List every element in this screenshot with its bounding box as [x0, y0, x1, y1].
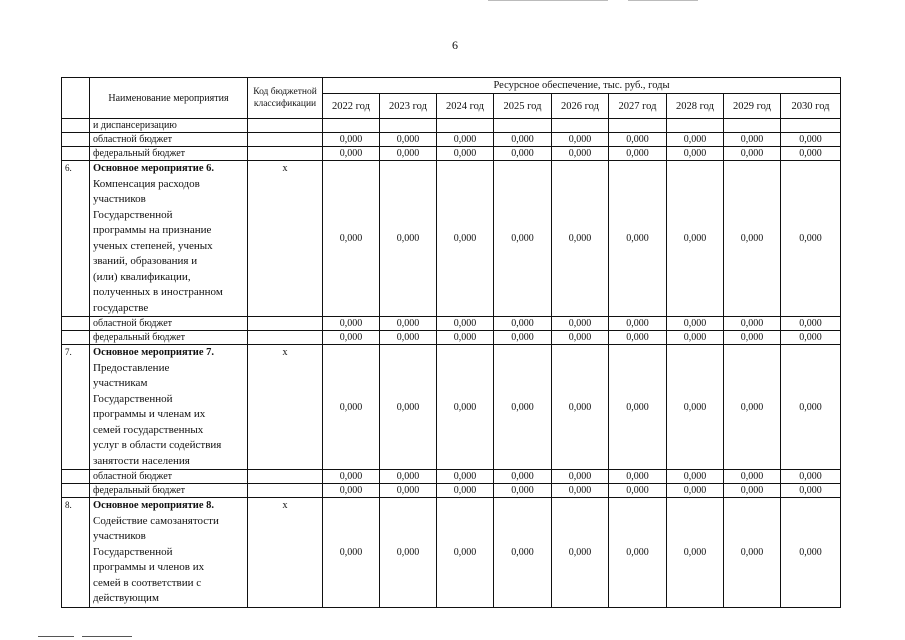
value-cell: 0,000	[380, 317, 437, 331]
index-cell	[62, 119, 90, 133]
code-cell	[248, 484, 323, 498]
value-cell: 0,000	[552, 161, 609, 317]
value-cell: 0,000	[437, 147, 494, 161]
event-row	[62, 161, 841, 317]
value-cell: 0,000	[781, 470, 841, 484]
value-cell	[552, 119, 609, 133]
value-cell: 0,000	[323, 498, 380, 608]
value-cell: 0,000	[552, 345, 609, 470]
value-cell: 0,000	[667, 317, 724, 331]
value-cell: 0,000	[609, 470, 667, 484]
name-header: Наименование мероприятия	[90, 78, 248, 119]
value-cell: 0,000	[494, 331, 552, 345]
budget-label: федеральный бюджет	[90, 147, 248, 161]
value-cell: 0,000	[437, 498, 494, 608]
event-description-line: услуг в области содействия	[93, 439, 222, 451]
value-cell: 0,000	[781, 484, 841, 498]
value-cell: 0,000	[437, 484, 494, 498]
federal-budget-row	[62, 484, 841, 498]
value-cell	[323, 119, 380, 133]
value-cell: 0,000	[380, 161, 437, 317]
index-cell	[62, 331, 90, 345]
value-cell: 0,000	[609, 133, 667, 147]
event-description-line: участников	[93, 193, 146, 205]
event-description-line: программы и членам их	[93, 408, 206, 420]
value-cell: 0,000	[323, 484, 380, 498]
value-cell: 0,000	[667, 147, 724, 161]
value-cell	[380, 119, 437, 133]
event-index: 8.	[62, 498, 90, 608]
value-cell: 0,000	[552, 317, 609, 331]
bottom-edge-mark	[38, 636, 74, 637]
value-cell: 0,000	[323, 331, 380, 345]
value-cell: 0,000	[781, 498, 841, 608]
year-header: 2029 год	[724, 94, 781, 119]
value-cell: 0,000	[380, 345, 437, 470]
value-cell: 0,000	[552, 133, 609, 147]
value-cell: 0,000	[494, 498, 552, 608]
value-cell: 0,000	[667, 470, 724, 484]
value-cell: 0,000	[667, 498, 724, 608]
value-cell: 0,000	[494, 470, 552, 484]
event-description-line: действующим	[93, 592, 159, 604]
event-description-line: участников	[93, 530, 146, 542]
value-cell: 0,000	[724, 484, 781, 498]
year-header: 2028 год	[667, 94, 724, 119]
value-cell: 0,000	[667, 484, 724, 498]
page-number: 6	[452, 38, 458, 52]
event-title: Основное мероприятие 6.	[93, 163, 215, 174]
top-edge-mark	[488, 0, 608, 1]
year-header: 2022 год	[323, 94, 380, 119]
index-cell	[62, 317, 90, 331]
regional-budget-row	[62, 133, 841, 147]
value-cell: 0,000	[781, 147, 841, 161]
value-cell: 0,000	[667, 345, 724, 470]
budget-code: х	[248, 161, 323, 317]
budget-code: х	[248, 345, 323, 470]
event-description-line: ученых степеней, ученых	[93, 239, 213, 252]
event-row	[62, 345, 841, 470]
value-cell: 0,000	[380, 484, 437, 498]
value-cell: 0,000	[494, 147, 552, 161]
event-description-line: (или) квалификации,	[93, 270, 191, 283]
value-cell	[667, 119, 724, 133]
federal-budget-row	[62, 147, 841, 161]
value-cell: 0,000	[609, 498, 667, 608]
value-cell: 0,000	[552, 331, 609, 345]
value-cell: 0,000	[552, 484, 609, 498]
value-cell: 0,000	[380, 147, 437, 161]
event-description-line: Компенсация расходов	[93, 177, 200, 190]
year-header: 2030 год	[781, 94, 841, 119]
resource-table	[61, 77, 841, 608]
value-cell: 0,000	[724, 498, 781, 608]
value-cell: 0,000	[494, 317, 552, 331]
event-index: 6.	[62, 161, 90, 317]
code-cell	[248, 470, 323, 484]
value-cell: 0,000	[781, 133, 841, 147]
event-description-line: участникам	[93, 377, 148, 389]
budget-label: областной бюджет	[90, 133, 248, 147]
value-cell: 0,000	[781, 317, 841, 331]
header-row	[62, 78, 841, 94]
event-description-line: Государственной	[93, 208, 173, 221]
event-title: Основное мероприятие 8.	[93, 500, 215, 511]
value-cell: 0,000	[667, 161, 724, 317]
value-cell: 0,000	[609, 147, 667, 161]
federal-budget-row	[62, 331, 841, 345]
value-cell: 0,000	[667, 331, 724, 345]
resource-header: Ресурсное обеспечение, тыс. руб., годы	[323, 78, 841, 94]
value-cell: 0,000	[437, 331, 494, 345]
budget-label: областной бюджет	[90, 470, 248, 484]
code-header: Код бюджетной классификации	[248, 78, 323, 119]
value-cell: 0,000	[437, 345, 494, 470]
event-name	[90, 498, 248, 608]
event-row	[62, 498, 841, 608]
event-description-line: занятости населения	[93, 454, 190, 467]
value-cell: 0,000	[724, 133, 781, 147]
event-description-line: программы на признание	[93, 224, 212, 236]
value-cell: 0,000	[437, 470, 494, 484]
value-cell: 0,000	[380, 470, 437, 484]
value-cell: 0,000	[609, 317, 667, 331]
value-cell: 0,000	[609, 484, 667, 498]
value-cell: 0,000	[724, 161, 781, 317]
event-description-line: программы и членов их	[93, 561, 205, 573]
value-cell: 0,000	[494, 161, 552, 317]
value-cell: 0,000	[781, 345, 841, 470]
event-description-line: полученных в иностранном	[93, 286, 223, 298]
year-header: 2027 год	[609, 94, 667, 119]
index-header	[62, 78, 90, 119]
value-cell: 0,000	[323, 161, 380, 317]
value-cell: 0,000	[437, 317, 494, 331]
event-description-line: государстве	[93, 301, 149, 314]
value-cell: 0,000	[667, 133, 724, 147]
event-description-line: Государственной	[93, 392, 173, 405]
value-cell: 0,000	[323, 470, 380, 484]
regional-budget-row	[62, 317, 841, 331]
value-cell	[781, 119, 841, 133]
top-edge-mark	[628, 0, 698, 1]
event-description-line: семей в соответствии с	[93, 576, 202, 589]
value-cell: 0,000	[437, 133, 494, 147]
event-description-line: Предоставление	[93, 361, 170, 374]
value-cell: 0,000	[552, 470, 609, 484]
event-title: Основное мероприятие 7.	[93, 347, 215, 358]
budget-code: х	[248, 498, 323, 608]
code-cell	[248, 133, 323, 147]
value-cell: 0,000	[323, 345, 380, 470]
value-cell: 0,000	[724, 331, 781, 345]
value-cell: 0,000	[781, 161, 841, 317]
value-cell: 0,000	[724, 147, 781, 161]
index-cell	[62, 484, 90, 498]
value-cell: 0,000	[323, 147, 380, 161]
value-cell: 0,000	[323, 133, 380, 147]
value-cell: 0,000	[494, 484, 552, 498]
index-cell	[62, 133, 90, 147]
value-cell	[724, 119, 781, 133]
continuation-row	[62, 119, 841, 133]
index-cell	[62, 147, 90, 161]
code-cell	[248, 331, 323, 345]
code-cell	[248, 147, 323, 161]
year-header: 2025 год	[494, 94, 552, 119]
bottom-edge-mark	[82, 636, 132, 637]
value-cell: 0,000	[724, 470, 781, 484]
event-description-line: Государственной	[93, 545, 173, 558]
event-description-line: семей государственных	[93, 423, 204, 436]
event-name	[90, 345, 248, 470]
code-cell	[248, 119, 323, 133]
event-name	[90, 161, 248, 317]
budget-label: федеральный бюджет	[90, 331, 248, 345]
event-index: 7.	[62, 345, 90, 470]
budget-label: областной бюджет	[90, 317, 248, 331]
year-header: 2026 год	[552, 94, 609, 119]
value-cell: 0,000	[609, 345, 667, 470]
value-cell: 0,000	[380, 498, 437, 608]
value-cell: 0,000	[781, 331, 841, 345]
code-cell	[248, 317, 323, 331]
value-cell: 0,000	[380, 331, 437, 345]
index-cell	[62, 470, 90, 484]
value-cell: 0,000	[552, 147, 609, 161]
budget-label: федеральный бюджет	[90, 484, 248, 498]
value-cell: 0,000	[494, 345, 552, 470]
value-cell: 0,000	[323, 317, 380, 331]
value-cell	[437, 119, 494, 133]
event-name-continuation: и диспансеризацию	[90, 119, 248, 133]
value-cell: 0,000	[494, 133, 552, 147]
value-cell: 0,000	[609, 161, 667, 317]
event-description-line: званий, образования и	[93, 255, 198, 267]
value-cell: 0,000	[724, 345, 781, 470]
value-cell: 0,000	[380, 133, 437, 147]
regional-budget-row	[62, 470, 841, 484]
value-cell: 0,000	[437, 161, 494, 317]
event-description-line: Содействие самозанятости	[93, 514, 219, 527]
value-cell: 0,000	[552, 498, 609, 608]
value-cell	[494, 119, 552, 133]
year-header: 2023 год	[380, 94, 437, 119]
value-cell	[609, 119, 667, 133]
value-cell: 0,000	[609, 331, 667, 345]
year-header: 2024 год	[437, 94, 494, 119]
value-cell: 0,000	[724, 317, 781, 331]
